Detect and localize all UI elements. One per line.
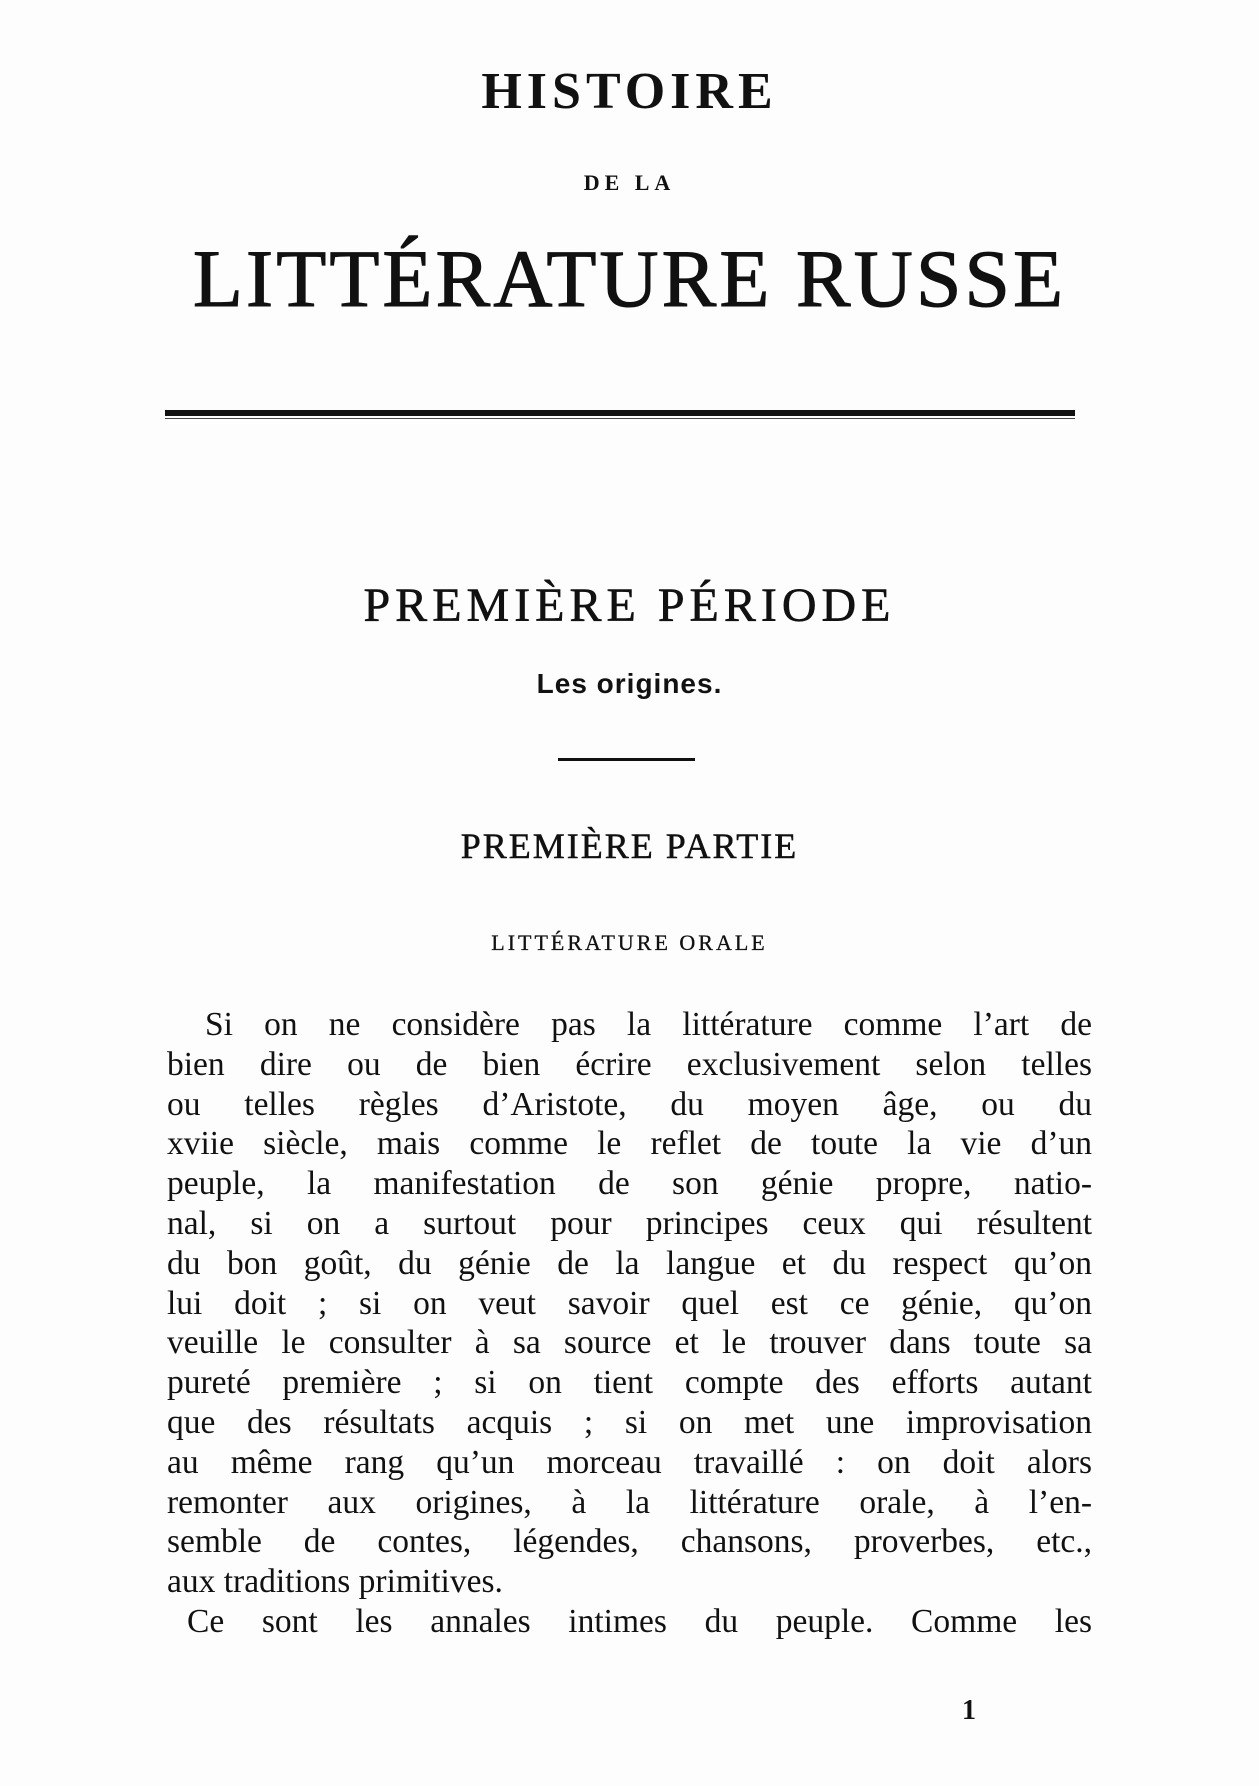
text-line: veuille le consulter à sa source et le trouver dans toute sa [167,1324,1092,1362]
body-paragraphs [167,1005,1092,1642]
text-line: que des résultats acquis ; si on met une improvisation [167,1403,1092,1441]
book-title-litterature-russe: LITTÉRATURE RUSSE [192,233,1067,324]
part-heading: PREMIÈRE PARTIE [460,826,799,866]
period-heading: PREMIÈRE PÉRIODE [363,579,896,632]
text-line: peuple, la manifestation de son génie propre, natio- [167,1165,1092,1203]
book-title-de-la: DE LA [583,170,676,195]
text-line: au même rang qu’un morceau travaillé : on doit alors [167,1443,1092,1481]
text-line: pureté première ; si on tient compte des efforts autant [167,1364,1092,1402]
period-divider [558,758,695,761]
text-line: xviie siècle, mais comme le reflet de toute la vie d’un [167,1125,1092,1163]
text-line: semble de contes, légendes, chansons, proverbes, etc., [167,1523,1092,1561]
text-line: remonter aux origines, à la littérature orale, à l’en- [167,1483,1092,1521]
text-line: du bon goût, du génie de la langue et du respect qu’on [167,1244,1092,1282]
title-divider [165,410,1075,416]
text-line: bien dire ou de bien écrire exclusivement selon telles [167,1045,1092,1083]
text-line: lui doit ; si on veut savoir quel est ce génie, qu’on [167,1284,1092,1322]
book-title-histoire: HISTOIRE [481,63,778,120]
page-number: 1 [962,1695,976,1726]
text-line: aux traditions primitives. [167,1563,503,1601]
text-line: Ce sont les annales intimes du peuple. Comme les [187,1602,1092,1640]
period-subtitle: Les origines. [536,668,723,699]
section-heading: LITTÉRATURE ORALE [491,930,768,955]
text-line: Si on ne considère pas la littérature comme l’art de [205,1006,1092,1043]
text-line: nal, si on a surtout pour principes ceux qui résultent [167,1204,1092,1242]
text-line: ou telles règles d’Aristote, du moyen âge, ou du [167,1085,1092,1123]
